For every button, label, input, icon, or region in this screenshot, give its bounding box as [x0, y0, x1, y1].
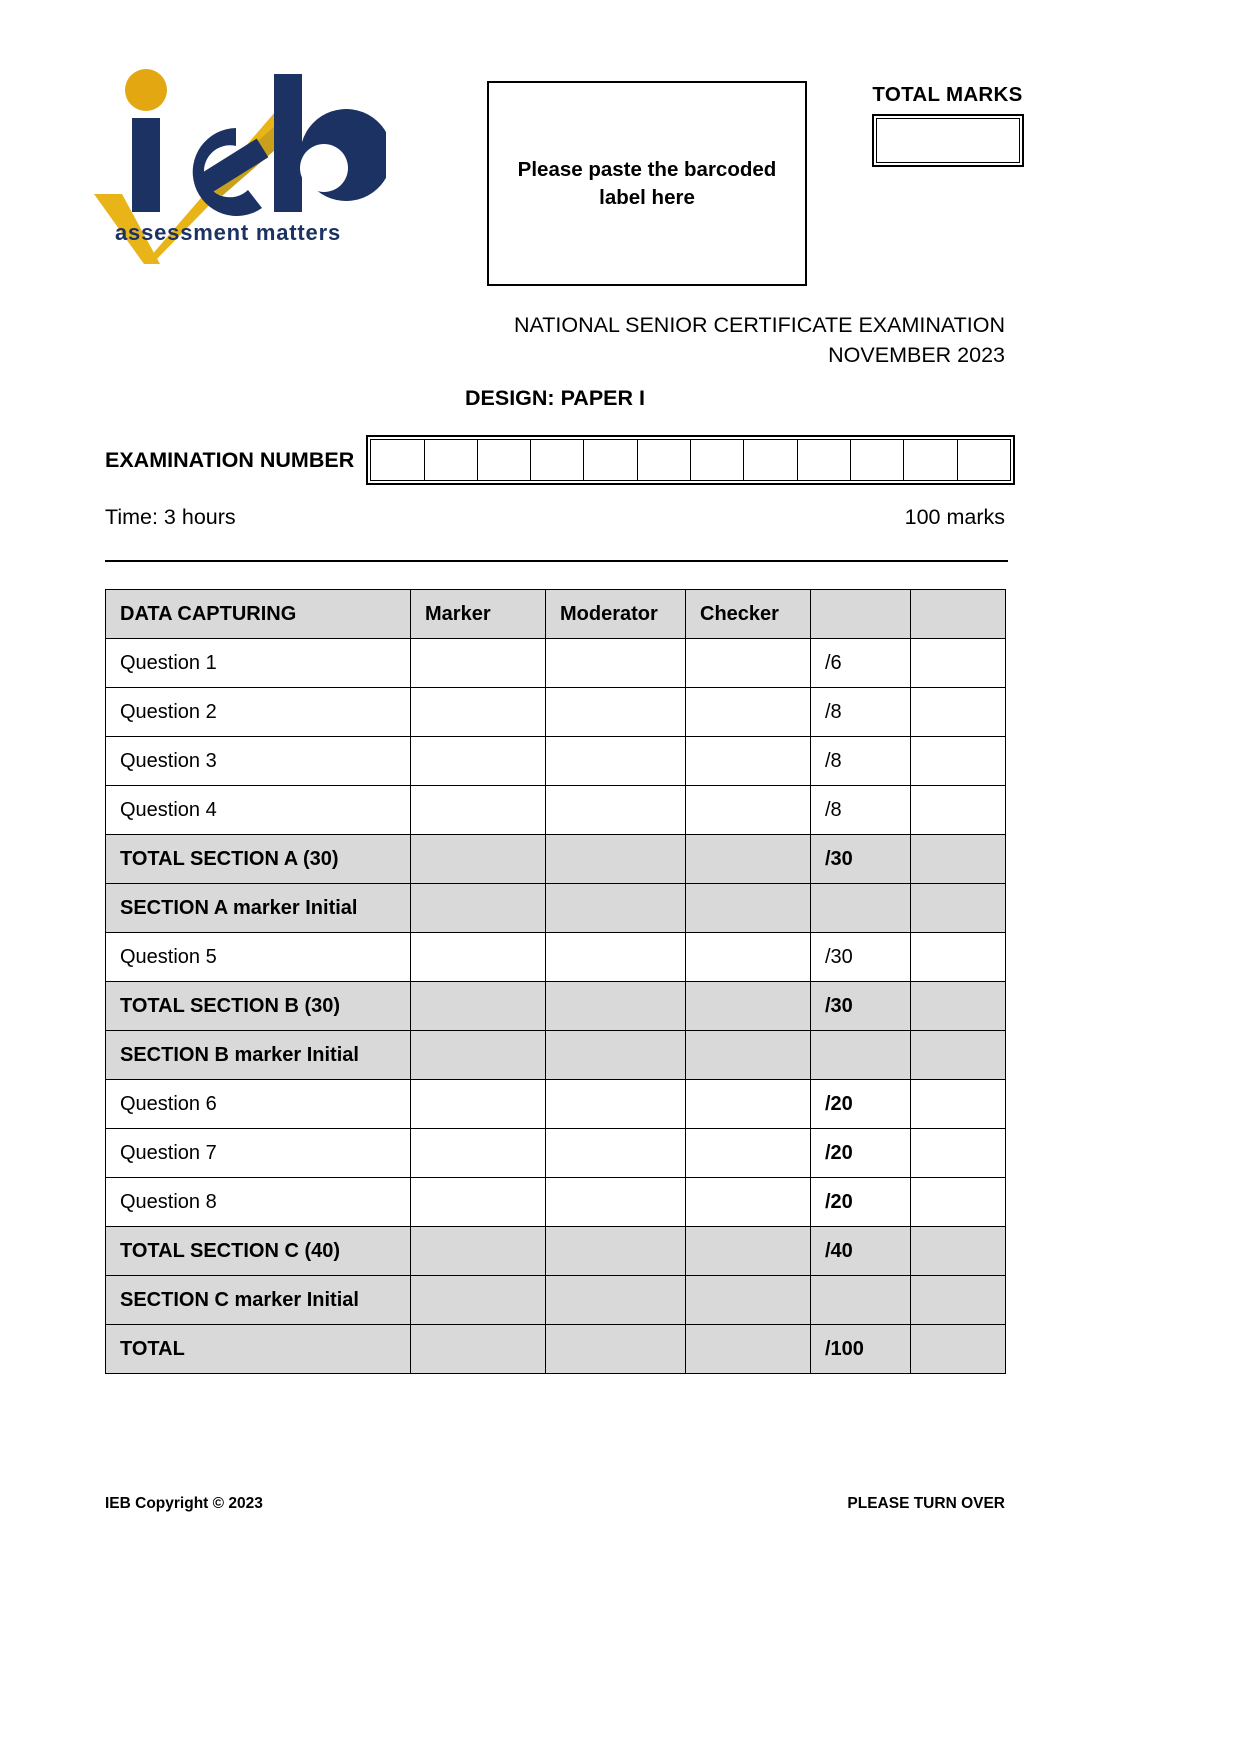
cell-moderator-13[interactable]	[546, 1276, 686, 1325]
examination-number-cell[interactable]	[851, 440, 904, 480]
row-label-10: Question 7	[106, 1129, 411, 1178]
turn-over-text: PLEASE TURN OVER	[847, 1495, 1005, 1512]
examination-number-cell[interactable]	[584, 440, 637, 480]
logo-letter-b	[274, 74, 386, 212]
examination-number-cell[interactable]	[478, 440, 531, 480]
cell-moderator-12[interactable]	[546, 1227, 686, 1276]
table-row	[106, 1080, 1006, 1129]
row-label-4: TOTAL SECTION A (30)	[106, 835, 411, 884]
cell-extra-5[interactable]	[911, 884, 1006, 933]
cell-moderator-6[interactable]	[546, 933, 686, 982]
cell-moderator-3[interactable]	[546, 786, 686, 835]
col-header-checker: Checker	[686, 590, 811, 639]
cell-extra-9[interactable]	[911, 1080, 1006, 1129]
examination-number-cell[interactable]	[798, 440, 851, 480]
copyright-text: IEB Copyright © 2023	[105, 1495, 263, 1512]
table-row	[106, 1276, 1006, 1325]
cell-checker-11[interactable]	[686, 1178, 811, 1227]
cell-marker-3[interactable]	[411, 786, 546, 835]
cell-checker-1[interactable]	[686, 688, 811, 737]
row-label-6: Question 5	[106, 933, 411, 982]
col-header-data-capturing: DATA CAPTURING	[106, 590, 411, 639]
exam-title-block	[105, 311, 1005, 370]
paper-title: DESIGN: PAPER I	[465, 386, 645, 410]
row-label-7: TOTAL SECTION B (30)	[106, 982, 411, 1031]
cell-checker-8[interactable]	[686, 1031, 811, 1080]
cell-checker-3[interactable]	[686, 786, 811, 835]
examination-number-cell[interactable]	[744, 440, 797, 480]
cell-extra-2[interactable]	[911, 737, 1006, 786]
cell-checker-12[interactable]	[686, 1227, 811, 1276]
table-row	[106, 1227, 1006, 1276]
ieb-logo	[86, 68, 386, 264]
cell-extra-11[interactable]	[911, 1178, 1006, 1227]
cell-checker-5[interactable]	[686, 884, 811, 933]
cell-out-of-5	[811, 884, 911, 933]
cell-moderator-0[interactable]	[546, 639, 686, 688]
table-row	[106, 737, 1006, 786]
header-divider	[105, 560, 1008, 562]
exam-title-line1: NATIONAL SENIOR CERTIFICATE EXAMINATION	[514, 313, 1005, 337]
cell-marker-0[interactable]	[411, 639, 546, 688]
table-body	[106, 639, 1006, 1374]
cell-extra-6[interactable]	[911, 933, 1006, 982]
exam-meta-row	[105, 505, 1005, 530]
cell-checker-6[interactable]	[686, 933, 811, 982]
table-row	[106, 1178, 1006, 1227]
cell-marker-10[interactable]	[411, 1129, 546, 1178]
cell-moderator-2[interactable]	[546, 737, 686, 786]
row-label-0: Question 1	[106, 639, 411, 688]
table-row	[106, 786, 1006, 835]
cell-extra-14[interactable]	[911, 1325, 1006, 1374]
examination-number-input[interactable]	[366, 435, 1015, 485]
cell-out-of-7: /30	[811, 982, 911, 1031]
cell-extra-7[interactable]	[911, 982, 1006, 1031]
cell-marker-14[interactable]	[411, 1325, 546, 1374]
cell-extra-0[interactable]	[911, 639, 1006, 688]
cell-moderator-10[interactable]	[546, 1129, 686, 1178]
cell-extra-12[interactable]	[911, 1227, 1006, 1276]
cell-checker-10[interactable]	[686, 1129, 811, 1178]
logo-i-dot	[125, 69, 167, 111]
table-row	[106, 1129, 1006, 1178]
table-head	[106, 590, 1006, 639]
cell-checker-0[interactable]	[686, 639, 811, 688]
table-row	[106, 1031, 1006, 1080]
cell-out-of-14: /100	[811, 1325, 911, 1374]
logo-letter-i	[132, 118, 160, 212]
col-header-moderator: Moderator	[546, 590, 686, 639]
data-capturing-table	[105, 589, 1006, 1374]
cell-extra-4[interactable]	[911, 835, 1006, 884]
row-label-8: SECTION B marker Initial	[106, 1031, 411, 1080]
row-label-1: Question 2	[106, 688, 411, 737]
examination-number-row	[105, 435, 1015, 485]
cell-out-of-9: /20	[811, 1080, 911, 1129]
exam-title-line2: NOVEMBER 2023	[828, 342, 1005, 367]
cell-checker-13[interactable]	[686, 1276, 811, 1325]
logo-letter-b-bowl	[300, 144, 348, 192]
cell-checker-9[interactable]	[686, 1080, 811, 1129]
cell-moderator-4[interactable]	[546, 835, 686, 884]
cell-moderator-8[interactable]	[546, 1031, 686, 1080]
cell-marker-9[interactable]	[411, 1080, 546, 1129]
cell-out-of-1: /8	[811, 688, 911, 737]
row-label-14: TOTAL	[106, 1325, 411, 1374]
row-label-12: TOTAL SECTION C (40)	[106, 1227, 411, 1276]
cell-moderator-5[interactable]	[546, 884, 686, 933]
cell-out-of-11: /20	[811, 1178, 911, 1227]
exam-duration: Time: 3 hours	[105, 505, 236, 529]
logo-tagline: assessment matters	[115, 220, 341, 245]
row-label-2: Question 3	[106, 737, 411, 786]
examination-number-cells[interactable]	[370, 439, 1011, 481]
cell-marker-12[interactable]	[411, 1227, 546, 1276]
cell-extra-3[interactable]	[911, 786, 1006, 835]
cell-out-of-0: /6	[811, 639, 911, 688]
cell-moderator-9[interactable]	[546, 1080, 686, 1129]
cell-marker-5[interactable]	[411, 884, 546, 933]
cell-moderator-14[interactable]	[546, 1325, 686, 1374]
table-row	[106, 933, 1006, 982]
row-label-11: Question 8	[106, 1178, 411, 1227]
cell-out-of-6: /30	[811, 933, 911, 982]
cell-out-of-3: /8	[811, 786, 911, 835]
cell-marker-8[interactable]	[411, 1031, 546, 1080]
total-marks-label: TOTAL MARKS	[872, 83, 1023, 106]
barcode-label-box[interactable]	[487, 81, 807, 286]
cell-marker-11[interactable]	[411, 1178, 546, 1227]
cell-moderator-7[interactable]	[546, 982, 686, 1031]
row-label-13: SECTION C marker Initial	[106, 1276, 411, 1325]
row-label-3: Question 4	[106, 786, 411, 835]
cell-marker-6[interactable]	[411, 933, 546, 982]
col-header-marker: Marker	[411, 590, 546, 639]
exam-total-marks-text: 100 marks	[904, 505, 1005, 529]
row-label-5: SECTION A marker Initial	[106, 884, 411, 933]
cell-checker-4[interactable]	[686, 835, 811, 884]
cell-extra-8[interactable]	[911, 1031, 1006, 1080]
examination-number-cell[interactable]	[371, 440, 424, 480]
examination-number-cell[interactable]	[691, 440, 744, 480]
table-row	[106, 835, 1006, 884]
table-row	[106, 639, 1006, 688]
total-marks-value[interactable]	[876, 118, 1020, 163]
table-row	[106, 982, 1006, 1031]
table-row	[106, 1325, 1006, 1374]
cell-checker-2[interactable]	[686, 737, 811, 786]
examination-number-label: EXAMINATION NUMBER	[105, 447, 355, 472]
col-header-out-of	[811, 590, 911, 639]
cell-out-of-4: /30	[811, 835, 911, 884]
cell-marker-2[interactable]	[411, 737, 546, 786]
page-header	[0, 0, 1240, 300]
cell-checker-7[interactable]	[686, 982, 811, 1031]
table-row	[106, 688, 1006, 737]
cell-marker-1[interactable]	[411, 688, 546, 737]
cell-marker-13[interactable]	[411, 1276, 546, 1325]
examination-number-cell[interactable]	[638, 440, 691, 480]
cell-checker-14[interactable]	[686, 1325, 811, 1374]
cell-extra-13[interactable]	[911, 1276, 1006, 1325]
cell-out-of-2: /8	[811, 737, 911, 786]
cell-extra-1[interactable]	[911, 688, 1006, 737]
examination-number-cell[interactable]	[531, 440, 584, 480]
row-label-9: Question 6	[106, 1080, 411, 1129]
cell-moderator-11[interactable]	[546, 1178, 686, 1227]
col-header-extra	[911, 590, 1006, 639]
cell-marker-7[interactable]	[411, 982, 546, 1031]
total-marks-section	[860, 82, 1035, 167]
examination-number-cell[interactable]	[425, 440, 478, 480]
barcode-instruction-text: Please paste the barcoded label here	[517, 157, 777, 209]
cell-out-of-8	[811, 1031, 911, 1080]
cell-marker-4[interactable]	[411, 835, 546, 884]
cell-out-of-12: /40	[811, 1227, 911, 1276]
page-footer	[105, 1495, 1005, 1513]
cell-moderator-1[interactable]	[546, 688, 686, 737]
examination-number-cell[interactable]	[958, 440, 1010, 480]
total-marks-box[interactable]	[872, 114, 1024, 167]
cell-out-of-13	[811, 1276, 911, 1325]
examination-number-cell[interactable]	[904, 440, 957, 480]
cell-extra-10[interactable]	[911, 1129, 1006, 1178]
table-row	[106, 884, 1006, 933]
table-header-row	[106, 590, 1006, 639]
cell-out-of-10: /20	[811, 1129, 911, 1178]
